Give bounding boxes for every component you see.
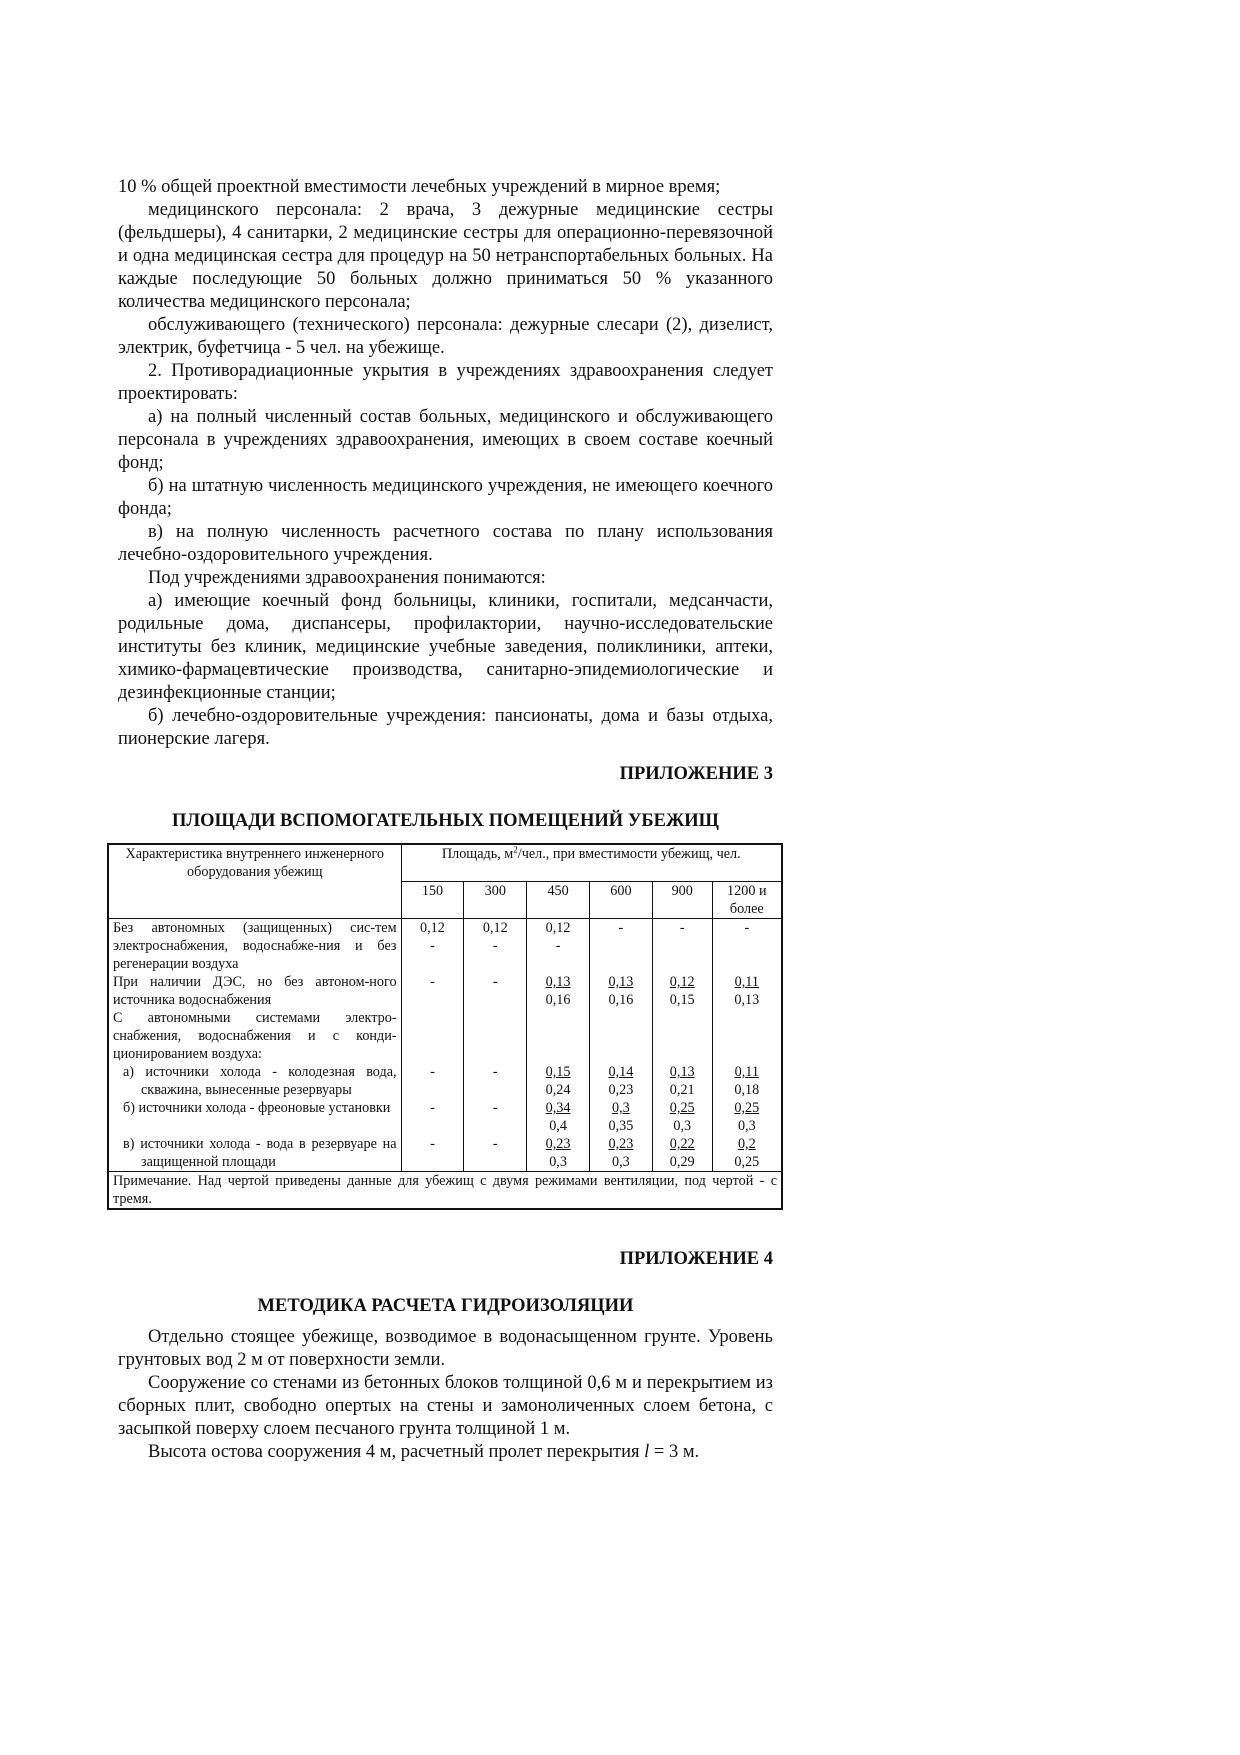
value-above-line: 0,14 bbox=[608, 1064, 634, 1080]
value-cell bbox=[464, 1009, 527, 1063]
value-cell bbox=[401, 1135, 464, 1172]
paragraph: Сооружение со стенами из бетонных блоков толщиной 0,6 м и перекрытием из сборных плит, свободно опертых на стены и замоноличенных слоем бетона, с засыпкой поверху слоем песчаного грунта толщиной 1 м. bbox=[118, 1373, 773, 1439]
value-below-line: 0,16 bbox=[608, 992, 634, 1008]
value-above-line: 0,12 bbox=[420, 920, 445, 936]
value-below-line: - bbox=[492, 938, 498, 954]
value-cell bbox=[652, 1063, 712, 1099]
value-cell bbox=[712, 1063, 782, 1099]
value-cell bbox=[464, 973, 527, 1009]
row-label: При наличии ДЭС, но без автоном-ного источника водоснабжения bbox=[113, 974, 397, 1008]
value-below-line: 0,3 bbox=[737, 1118, 756, 1134]
value-above-line: - bbox=[430, 974, 435, 990]
capacity-header: 450 bbox=[527, 882, 590, 919]
value-above-line: 0,3 bbox=[612, 1100, 630, 1116]
value-above-line: 0,25 bbox=[669, 1100, 695, 1116]
value-cell bbox=[652, 973, 712, 1009]
value-cell bbox=[527, 973, 590, 1009]
value-below-line: 0,35 bbox=[608, 1118, 634, 1134]
value-above-line: - bbox=[430, 1064, 435, 1080]
value-below-line: 0,3 bbox=[673, 1118, 692, 1134]
value-cell bbox=[589, 1063, 652, 1099]
value-above-line: 0,13 bbox=[669, 1064, 695, 1080]
appendix-3-label: ПРИЛОЖЕНИЕ 3 bbox=[619, 764, 773, 784]
table-body bbox=[108, 919, 782, 1172]
value-above-line: - bbox=[744, 920, 750, 936]
row-label: С автономными системами электро-снабжения, водоснабжения и с конди-ционированием воздуха: bbox=[113, 1010, 397, 1062]
value-above-line: 0,12 bbox=[669, 974, 695, 990]
value-above-line: - bbox=[430, 1100, 435, 1116]
value-cell bbox=[652, 919, 712, 974]
value-below-line: - bbox=[555, 938, 561, 954]
table-note: Примечание. Над чертой приведены данные для убежищ с двумя режимами вентиляции, под чертой - с тремя. bbox=[108, 1172, 782, 1210]
value-cell bbox=[464, 1063, 527, 1099]
capacity-header: 900 bbox=[652, 882, 712, 919]
value-cell bbox=[527, 1063, 590, 1099]
row-label: а) источники холода - колодезная вода, скважина, вынесенные резервуары bbox=[123, 1064, 397, 1098]
value-cell bbox=[527, 919, 590, 974]
paragraph: 2. Противорадиационные укрытия в учреждениях здравоохранения следует проектировать: bbox=[118, 361, 773, 404]
value-cell bbox=[527, 1099, 590, 1135]
value-above-line: 0,25 bbox=[734, 1100, 760, 1116]
value-cell bbox=[712, 973, 782, 1009]
value-cell bbox=[464, 919, 527, 974]
paragraph: б) на штатную численность медицинского учреждения, не имеющего коечного фонда; bbox=[118, 476, 773, 519]
value-cell bbox=[589, 919, 652, 974]
value-below-line: 0,21 bbox=[669, 1082, 695, 1098]
paragraph: а) имеющие коечный фонд больницы, клиники, госпитали, медсанчасти, родильные дома, диспансеры, профилактории, научно-исследовательские институты без клиник, медицинские учебные заведения, поликлиники, аптеки, химико-фармацевтические производства, санитарно-эпидемиологические и дезинфекционные станции; bbox=[118, 591, 773, 703]
value-below-line: 0,13 bbox=[734, 992, 760, 1008]
value-above-line: 0,11 bbox=[734, 974, 759, 990]
capacity-header: 300 bbox=[464, 882, 527, 919]
row-label: в) источники холода - вода в резервуаре на защищенной площади bbox=[123, 1136, 397, 1170]
value-below-line: 0,16 bbox=[545, 992, 571, 1008]
value-above-line: 0,12 bbox=[482, 920, 508, 936]
value-cell bbox=[712, 1135, 782, 1172]
value-above-line: - bbox=[492, 1064, 498, 1080]
paragraph-last: Высота остова сооружения 4 м, расчетный пролет перекрытия l = 3 м. bbox=[148, 1442, 700, 1462]
row-characteristic bbox=[108, 973, 401, 1009]
row-characteristic bbox=[108, 919, 401, 974]
value-cell bbox=[401, 1063, 464, 1099]
value-below-line: 0,23 bbox=[608, 1082, 634, 1098]
value-above-line: 0,13 bbox=[545, 974, 571, 990]
value-below-line: 0,3 bbox=[612, 1154, 630, 1170]
paragraph: обслуживающего (технического) персонала: дежурные слесари (2), дизелист, электрик, буфетчица - 5 чел. на убежище. bbox=[118, 315, 773, 358]
value-cell bbox=[652, 1099, 712, 1135]
value-cell bbox=[712, 1099, 782, 1135]
value-cell bbox=[589, 973, 652, 1009]
value-cell bbox=[527, 1135, 590, 1172]
paragraph: в) на полную численность расчетного состава по плану использования лечебно-оздоровительного учреждения. bbox=[118, 522, 773, 565]
value-above-line: - bbox=[492, 1100, 498, 1116]
table-row bbox=[108, 973, 782, 1009]
value-cell bbox=[712, 919, 782, 974]
value-below-line: - bbox=[430, 938, 435, 954]
auxiliary-areas-table bbox=[107, 843, 783, 1210]
value-below-line: 0,29 bbox=[669, 1154, 695, 1170]
row-characteristic bbox=[108, 1009, 401, 1063]
value-cell bbox=[464, 1099, 527, 1135]
value-above-line: 0,13 bbox=[608, 974, 634, 990]
value-cell bbox=[589, 1135, 652, 1172]
value-above-line: 0,2 bbox=[737, 1136, 756, 1152]
value-above-line: 0,23 bbox=[608, 1136, 634, 1152]
value-above-line: 0,34 bbox=[545, 1100, 571, 1116]
appendix-4-label: ПРИЛОЖЕНИЕ 4 bbox=[619, 1249, 773, 1269]
capacity-header: 600 bbox=[589, 882, 652, 919]
value-above-line: 0,22 bbox=[669, 1136, 695, 1152]
row-label: б) источники холода - фреоновые установки bbox=[123, 1100, 391, 1116]
value-cell bbox=[712, 1009, 782, 1063]
value-above-line: - bbox=[618, 920, 624, 936]
value-above-line: 0,15 bbox=[545, 1064, 571, 1080]
value-above-line: 0,12 bbox=[545, 920, 571, 936]
value-cell bbox=[464, 1135, 527, 1172]
value-cell bbox=[527, 1009, 590, 1063]
appendix-3-title: ПЛОЩАДИ ВСПОМОГАТЕЛЬНЫХ ПОМЕЩЕНИЙ УБЕЖИЩ bbox=[172, 811, 719, 831]
paragraph: Под учреждениями здравоохранения понимаются: bbox=[148, 568, 546, 588]
value-below-line: 0,15 bbox=[669, 992, 695, 1008]
capacity-header: 1200 и более bbox=[712, 882, 782, 919]
header-characteristic: Характеристика внутреннего инженерного оборудования убежищ bbox=[108, 844, 401, 919]
paragraph: а) на полный численный состав больных, медицинского и обслуживающего персонала в учреждениях здравоохранения, имеющих в своем составе коечный фонд; bbox=[118, 407, 773, 473]
table-row bbox=[108, 1099, 782, 1135]
value-cell bbox=[401, 919, 464, 974]
table-row bbox=[108, 1135, 782, 1172]
paragraph: 10 % общей проектной вместимости лечебных учреждений в мирное время; bbox=[118, 177, 721, 197]
value-above-line: - bbox=[430, 1136, 435, 1152]
value-below-line: 0,25 bbox=[734, 1154, 760, 1170]
table-row bbox=[108, 1063, 782, 1099]
value-below-line: 0,3 bbox=[549, 1154, 567, 1170]
value-cell bbox=[589, 1099, 652, 1135]
page-content bbox=[113, 176, 777, 1464]
value-cell bbox=[589, 1009, 652, 1063]
value-cell bbox=[401, 973, 464, 1009]
row-characteristic bbox=[108, 1063, 401, 1099]
header-area: Площадь, $м^2$/чел., при вместимости убежищ, чел. bbox=[401, 844, 782, 882]
value-above-line: - bbox=[492, 1136, 498, 1152]
capacity-header: 150 bbox=[401, 882, 464, 919]
row-label: Без автономных (защищенных) сис-тем электроснабжения, водоснабже-ния и без регенерации воздуха bbox=[113, 920, 397, 972]
value-cell bbox=[401, 1009, 464, 1063]
row-characteristic bbox=[108, 1135, 401, 1172]
table-row bbox=[108, 919, 782, 974]
table-row bbox=[108, 1009, 782, 1063]
value-cell bbox=[652, 1009, 712, 1063]
value-above-line: - bbox=[679, 920, 685, 936]
value-above-line: 0,23 bbox=[545, 1136, 571, 1152]
value-cell bbox=[652, 1135, 712, 1172]
value-below-line: 0,4 bbox=[549, 1118, 567, 1134]
row-characteristic bbox=[108, 1099, 401, 1135]
value-cell bbox=[401, 1099, 464, 1135]
value-above-line: 0,11 bbox=[734, 1064, 759, 1080]
appendix-4-title: МЕТОДИКА РАСЧЕТА ГИДРОИЗОЛЯЦИИ bbox=[257, 1296, 634, 1316]
value-below-line: 0,18 bbox=[734, 1082, 760, 1098]
paragraph: б) лечебно-оздоровительные учреждения: пансионаты, дома и базы отдыха, пионерские лагеря. bbox=[118, 706, 773, 749]
value-below-line: 0,24 bbox=[545, 1082, 571, 1098]
value-above-line: - bbox=[492, 974, 498, 990]
paragraph: медицинского персонала: 2 врача, 3 дежурные медицинские сестры (фельдшеры), 4 санитарки, 2 медицинские сестры для операционно-перевязочной и одна медицинская сестра для процедур на 50 нетранспортабельных больных. На каждые последующие 50 больных должно приниматься 50 % указанного количества медицинского персонала; bbox=[118, 200, 773, 312]
paragraph: Отдельно стоящее убежище, возводимое в водонасыщенном грунте. Уровень грунтовых вод 2 м от поверхности земли. bbox=[118, 1327, 773, 1370]
